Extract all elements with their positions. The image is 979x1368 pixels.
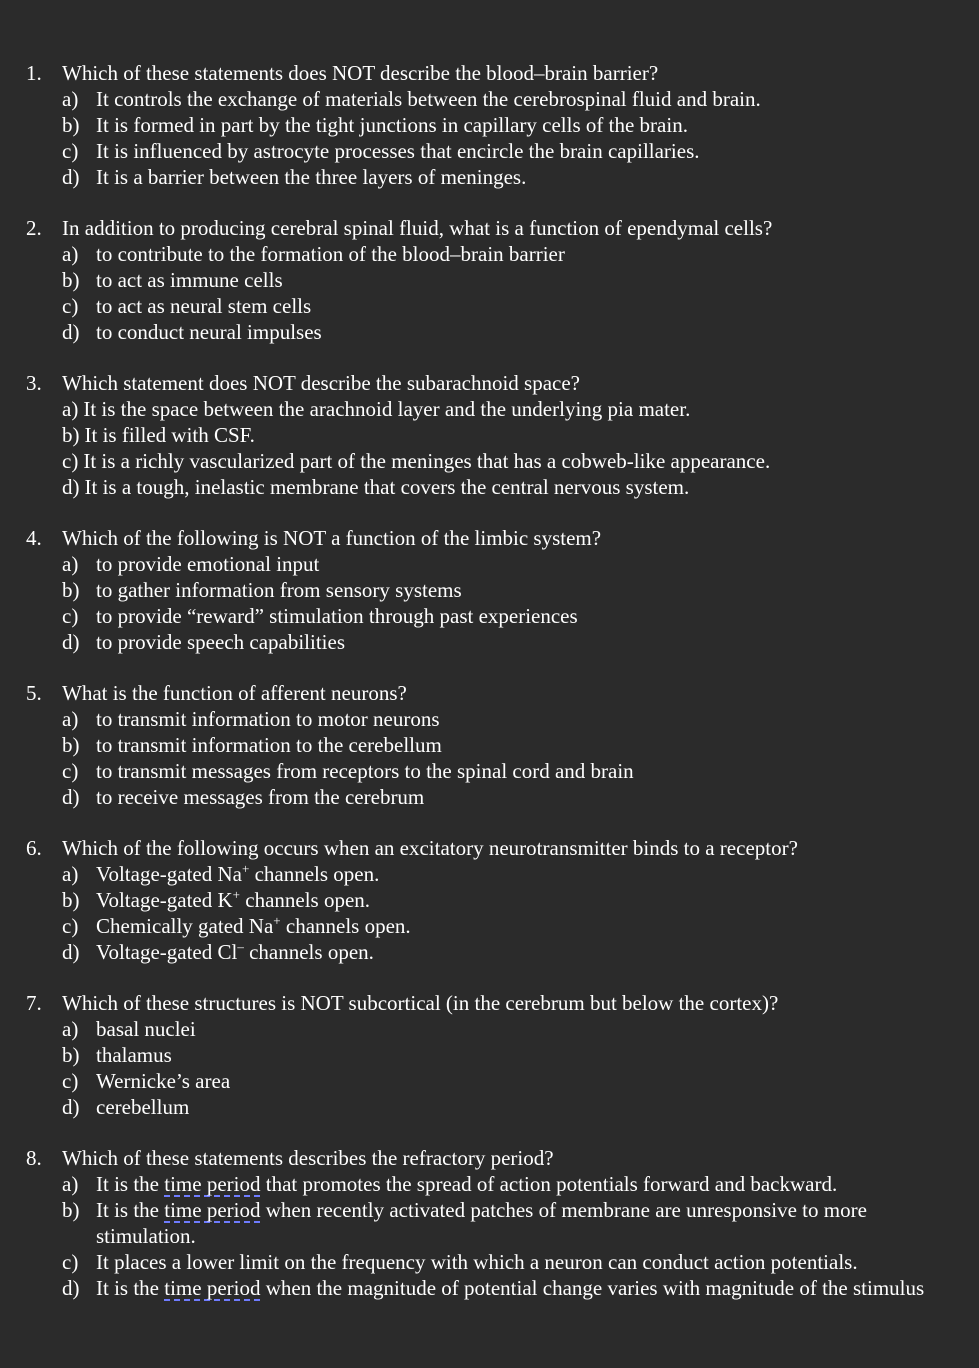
- option-letter: b): [62, 268, 80, 292]
- option-letter: d): [62, 320, 80, 344]
- option-letter: c): [62, 449, 79, 473]
- option-text: It is formed in part by the tight junctions in capillary cells of the brain.: [96, 113, 688, 137]
- option-d: [0, 784, 979, 810]
- option-text: It is the time period when the magnitude of potential change varies with magnitude of the stimulus: [96, 1276, 925, 1300]
- option-b: [0, 732, 979, 758]
- option-a: [0, 86, 979, 112]
- question-1: [0, 60, 979, 190]
- option-letter: c): [62, 604, 79, 628]
- option-letter: c): [62, 1250, 79, 1274]
- option-letter: d): [62, 1095, 80, 1119]
- option-text: to provide “reward” stimulation through past experiences: [96, 604, 578, 628]
- question-text: Which statement does NOT describe the subarachnoid space?: [62, 371, 581, 395]
- option-letter: d): [62, 1276, 80, 1300]
- option-text: thalamus: [96, 1043, 172, 1067]
- superscript-charge: –: [237, 939, 244, 954]
- option-text: to contribute to the formation of the blood–brain barrier: [96, 242, 565, 266]
- question-3: [0, 370, 979, 500]
- option-text: Wernicke’s area: [96, 1069, 231, 1093]
- option-d: [0, 474, 979, 500]
- question-number: 5.: [26, 681, 42, 705]
- option-d: [0, 164, 979, 190]
- spellcheck-marked-text[interactable]: time period: [164, 1276, 261, 1300]
- option-letter: b): [62, 888, 80, 912]
- option-text: to conduct neural impulses: [96, 320, 322, 344]
- question-text: Which of these structures is NOT subcortical (in the cerebrum but below the cortex)?: [62, 991, 779, 1015]
- option-b: [0, 267, 979, 293]
- option-text: to transmit messages from receptors to the spinal cord and brain: [96, 759, 634, 783]
- option-b: [0, 1042, 979, 1068]
- option-text: basal nuclei: [96, 1017, 196, 1041]
- option-text: to provide speech capabilities: [96, 630, 345, 654]
- option-letter: d): [62, 940, 80, 964]
- question-number: 8.: [26, 1146, 42, 1170]
- option-letter: d): [62, 165, 80, 189]
- option-letter: c): [62, 914, 79, 938]
- option-text: Voltage-gated Cl– channels open.: [96, 939, 374, 964]
- option-text: to transmit information to motor neurons: [96, 707, 440, 731]
- option-text: Chemically gated Na+ channels open.: [96, 913, 411, 938]
- spellcheck-marked-text[interactable]: time period: [164, 1198, 261, 1222]
- option-letter: a): [62, 707, 79, 731]
- option-text: It is the time period that promotes the spread of action potentials forward and backward.: [96, 1172, 838, 1196]
- option-letter: c): [62, 294, 79, 318]
- option-text: to provide emotional input: [96, 552, 320, 576]
- option-c: [0, 138, 979, 164]
- option-letter: b): [62, 733, 80, 757]
- option-text: It is the space between the arachnoid layer and the underlying pia mater.: [83, 397, 691, 421]
- option-letter: c): [62, 1069, 79, 1093]
- option-b: [0, 1197, 979, 1249]
- option-text: It is a tough, inelastic membrane that covers the central nervous system.: [84, 475, 690, 499]
- option-letter: b): [62, 113, 80, 137]
- option-text: It is filled with CSF.: [84, 423, 255, 447]
- option-text: to receive messages from the cerebrum: [96, 785, 425, 809]
- option-letter: d): [62, 785, 80, 809]
- question-number: 4.: [26, 526, 42, 550]
- option-letter: b): [62, 423, 80, 447]
- option-a: [0, 1171, 979, 1197]
- option-a: [0, 551, 979, 577]
- option-text: It is the time period when recently activated patches of membrane are unresponsive to more stimulation.: [96, 1198, 867, 1248]
- option-letter: c): [62, 139, 79, 163]
- option-text: It places a lower limit on the frequency with which a neuron can conduct action potentials.: [96, 1250, 858, 1274]
- question-number: 2.: [26, 216, 42, 240]
- option-b: [0, 422, 979, 448]
- option-a: [0, 861, 979, 887]
- option-text: It is a barrier between the three layers of meninges.: [96, 165, 527, 189]
- option-letter: b): [62, 578, 80, 602]
- option-letter: b): [62, 1043, 80, 1067]
- option-d: [0, 1094, 979, 1120]
- question-number: 3.: [26, 371, 42, 395]
- option-c: [0, 448, 979, 474]
- option-b: [0, 112, 979, 138]
- option-letter: d): [62, 475, 80, 499]
- option-c: [0, 293, 979, 319]
- option-d: [0, 1275, 979, 1301]
- question-text: Which of these statements describes the refractory period?: [62, 1146, 554, 1170]
- option-text: cerebellum: [96, 1095, 190, 1119]
- question-7: [0, 990, 979, 1120]
- option-text: to gather information from sensory systems: [96, 578, 462, 602]
- option-a: [0, 396, 979, 422]
- option-text: to transmit information to the cerebellum: [96, 733, 442, 757]
- option-letter: c): [62, 759, 79, 783]
- option-text: It is influenced by astrocyte processes that encircle the brain capillaries.: [96, 139, 700, 163]
- option-text: to act as neural stem cells: [96, 294, 312, 318]
- option-d: [0, 939, 979, 965]
- question-number: 1.: [26, 61, 42, 85]
- option-c: [0, 913, 979, 939]
- option-letter: b): [62, 1198, 80, 1222]
- question-number: 6.: [26, 836, 42, 860]
- question-number: 7.: [26, 991, 42, 1015]
- question-text: Which of the following occurs when an excitatory neurotransmitter binds to a receptor?: [62, 836, 798, 860]
- option-text: It is a richly vascularized part of the meninges that has a cobweb-like appearance.: [83, 449, 771, 473]
- question-text: Which of these statements does NOT describe the blood–brain barrier?: [62, 61, 659, 85]
- option-a: [0, 1016, 979, 1042]
- quiz-document: [0, 60, 979, 1326]
- question-text: What is the function of afferent neurons?: [62, 681, 407, 705]
- question-8: [0, 1145, 979, 1301]
- option-a: [0, 706, 979, 732]
- superscript-charge: +: [273, 913, 281, 928]
- option-c: [0, 1068, 979, 1094]
- option-letter: a): [62, 1172, 79, 1196]
- option-c: [0, 1249, 979, 1275]
- option-letter: a): [62, 862, 79, 886]
- question-text: Which of the following is NOT a function of the limbic system?: [62, 526, 602, 550]
- option-c: [0, 603, 979, 629]
- option-letter: a): [62, 552, 79, 576]
- option-letter: a): [62, 87, 79, 111]
- option-d: [0, 629, 979, 655]
- superscript-charge: +: [241, 861, 250, 876]
- superscript-charge: +: [232, 887, 240, 902]
- option-d: [0, 319, 979, 345]
- option-letter: a): [62, 1017, 79, 1041]
- option-b: [0, 577, 979, 603]
- option-text: Voltage-gated Na+ channels open.: [96, 861, 380, 886]
- question-4: [0, 525, 979, 655]
- question-6: [0, 835, 979, 965]
- option-letter: a): [62, 242, 79, 266]
- option-text: It controls the exchange of materials between the cerebrospinal fluid and brain.: [96, 87, 761, 111]
- option-letter: a): [62, 397, 79, 421]
- option-b: [0, 887, 979, 913]
- option-letter: d): [62, 630, 80, 654]
- question-2: [0, 215, 979, 345]
- option-a: [0, 241, 979, 267]
- option-c: [0, 758, 979, 784]
- spellcheck-marked-text[interactable]: time period: [164, 1172, 261, 1196]
- option-text: to act as immune cells: [96, 268, 283, 292]
- question-5: [0, 680, 979, 810]
- option-text: Voltage-gated K+ channels open.: [96, 887, 371, 912]
- question-text: In addition to producing cerebral spinal fluid, what is a function of ependymal cells?: [62, 216, 773, 240]
